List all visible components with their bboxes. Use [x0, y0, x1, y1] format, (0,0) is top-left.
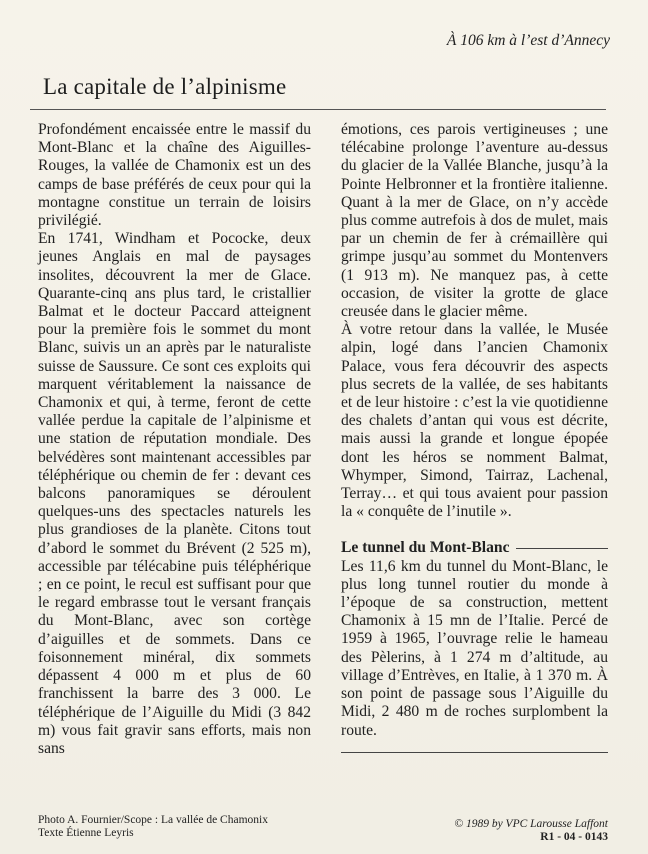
left-column: [38, 121, 311, 758]
text-credit: Texte Étienne Leyris: [38, 827, 134, 839]
paragraph-continuation: émotions, ces parois vertigineuses ; une télécabine prolonge l’aventure au-dessus du glacier de la Vallée Blanche, jusqu’à la Pointe Helbronner et la frontière italienne. Quant à la mer de Glace, on n’y accède plus comme autrefois à dos de mulet, mais par un chemin de fer à crémaillère qui grimpe jusqu’au sommet du Montenvers (1 913 m). Ne manquez pas, à cette occasion, de visiter la grotte de glace creusée dans le glacier même.: [341, 121, 608, 321]
location-caption: À 106 km à l’est d’Annecy: [446, 32, 610, 49]
copyright-block: [454, 818, 608, 844]
tunnel-box-text: Les 11,6 km du tunnel du Mont-Blanc, le plus long tunnel routier du monde à l’époque de sa construction, mettent Chamonix à 15 mn de l’Italie. Percé de 1959 à 1965, l’ouvrage relie le hameau des Pèlerins, à 1 274 m d’altitude, au village d’Entrèves, en Italie, à 1 370 m. À son point de passage sous l’Aiguille du Midi, 2 480 m de roches surplombent la route.: [341, 557, 608, 739]
tunnel-box-bottom-rule: [341, 752, 608, 753]
reference-number: R1 - 04 - 0143: [540, 831, 608, 843]
tunnel-box-title: Le tunnel du Mont-Blanc: [341, 539, 510, 557]
page-title: La capitale de l’alpinisme: [43, 74, 287, 99]
right-column: [341, 121, 608, 753]
photo-credit: Photo A. Fournier/Scope : La vallée de Chamonix: [38, 814, 268, 826]
paragraph-intro: Profondément encaissée entre le massif du Mont-Blanc et la chaîne des Aiguilles-Rouges, la vallée de Chamonix est un des camps de base préférés de ceux pour qui la montagne constitue un terrain de loisirs privilégié.: [38, 121, 311, 230]
tunnel-box-heading-rule: [516, 548, 608, 549]
title-divider: [30, 109, 606, 110]
credits: [38, 814, 268, 840]
paragraph-history: En 1741, Windham et Pococke, deux jeunes Anglais en mal de paysages insolites, découvrent la mer de Glace. Quarante-cinq ans plus tard, le cristallier Balmat et le docteur Paccard atteignent pour la première fois le sommet du mont Blanc, suivis un an après par le naturaliste suisse de Saussure. Ce sont ces exploits qui marquent véritablement la naissance de Chamonix et qui, à terme, feront de cette vallée perdue la capitale de l’alpinisme et une station de réputation mondiale. Des belvédères sont maintenant accessibles par téléphérique ou chemin de fer : devant ces balcons panoramiques se déroulent quelques-uns des spectacles naturels les plus grandioses de la planète. Citons tout d’abord le sommet du Brévent (2 525 m), accessible par télécabine puis téléphérique ; en ce point, le recul est suffisant pour que le regard embrasse tout le versant français du Mont-Blanc, avec son cortège d’aiguilles et de sommets. Dans ce foisonnement minéral, dix sommets dépassent 4 000 m et plus de 60 franchissent la barre des 3 000. Le téléphérique de l’Aiguille du Midi (3 842 m) vous fait gravir sans efforts, mais non sans: [38, 230, 311, 757]
paragraph-museum: À votre retour dans la vallée, le Musée alpin, logé dans l’ancien Chamonix Palace, vous fera découvrir des aspects plus secrets de la vallée, de ses habitants et de leur histoire : c’est la vie quotidienne des chalets d’antan qui vous est décrite, mais aussi la grande et longue épopée dont les héros se nomment Balmat, Whymper, Simond, Tairraz, Lachenal, Terray… et qui tous avaient pour passion la « conquête de l’inutile ».: [341, 321, 608, 521]
copyright-line: © 1989 by VPC Larousse Laffont: [454, 818, 608, 830]
tunnel-box-heading: [341, 539, 608, 557]
